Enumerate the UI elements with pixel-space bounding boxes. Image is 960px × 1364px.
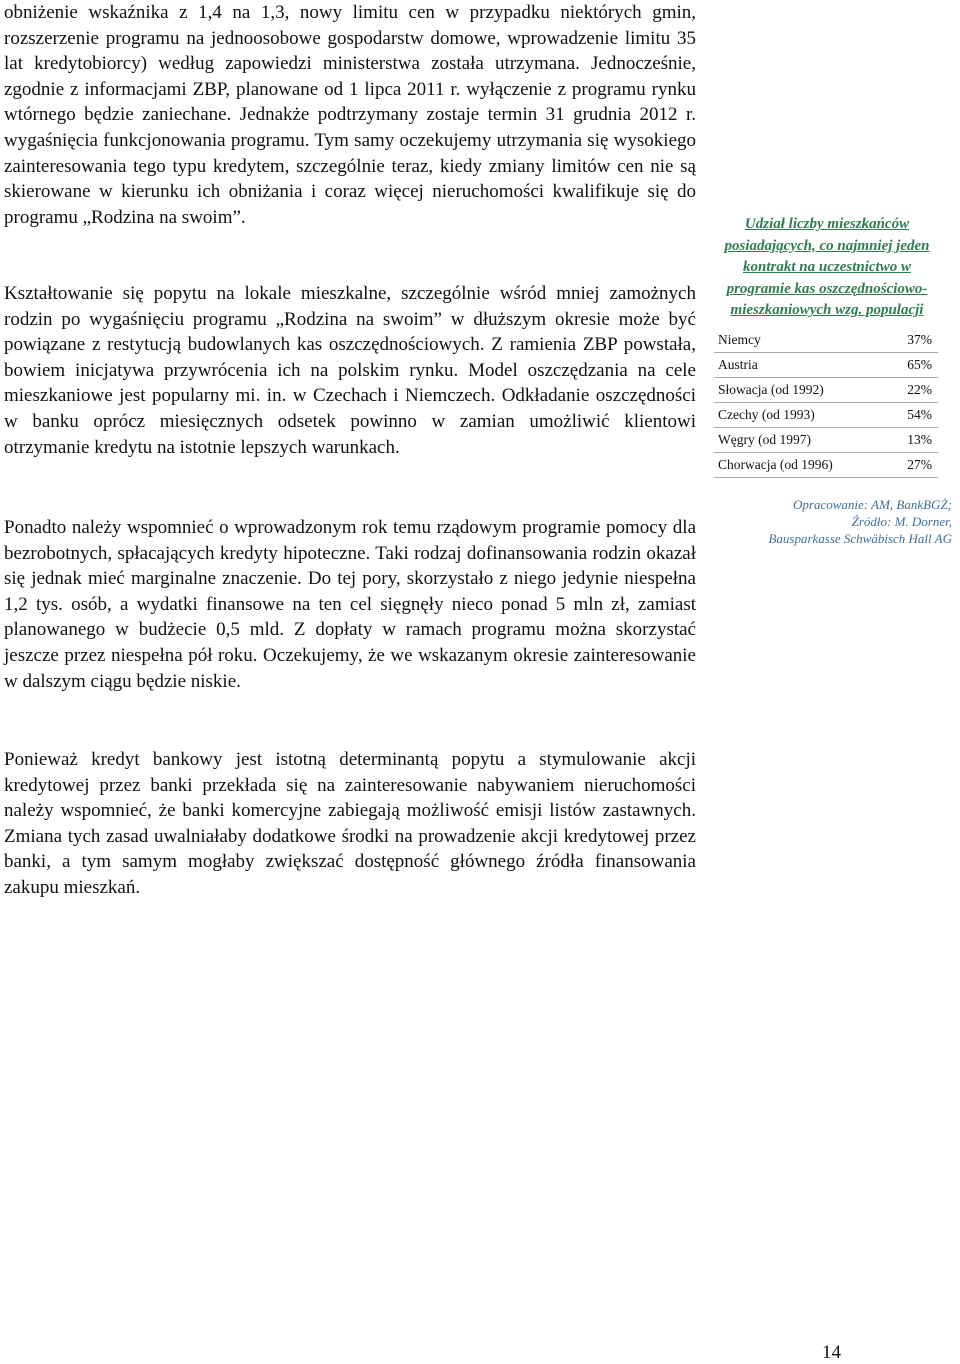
table-row <box>714 377 938 402</box>
value-cell: 65% <box>889 352 938 377</box>
source-note <box>712 496 952 547</box>
table-row <box>714 352 938 377</box>
table-row <box>714 328 938 353</box>
table-row <box>714 402 938 427</box>
source-line: Opracowanie: AM, BankBGŻ; <box>793 496 952 512</box>
paragraph: Kształtowanie się popytu na lokale mieszkalne, szczególnie wśród mniej zamożnych rodzin po wygaśnięciu programu „Rodzina na swoim” w dłuższym okresie może być powiązane z restytucją budowlanych kas oszczędnościowych. Z ramienia ZBP powstała, bowiem inicjatywa przywrócenia ich na polskim rynku. Model oszczędzania na cele mieszkaniowe jest popularny mi. in. w Czechach i Niemczech. Odkładanie oszczędności w banku oprócz miesięcznych odsetek powinno w zamian umożliwić klientowi otrzymanie kredytu na istotnie lepszych warunkach. <box>4 283 696 458</box>
country-cell: Słowacja (od 1992) <box>714 377 889 402</box>
country-cell: Austria <box>714 352 889 377</box>
sidebar-title: Udział liczby mieszkańców posiadających, co najmniej jeden kontrakt na uczestnictwo w programie kas oszczędnościowo-mieszkaniowych wzg. populacji <box>724 216 930 319</box>
country-cell: Węgry (od 1997) <box>714 427 889 452</box>
country-cell: Czechy (od 1993) <box>714 402 889 427</box>
value-cell: 54% <box>889 402 938 427</box>
country-cell: Niemcy <box>714 328 889 353</box>
paragraph: Ponieważ kredyt bankowy jest istotną determinantą popytu a stymulowanie akcji kredytowej przez banki przekłada się na zainteresowanie nabywaniem nieruchomości należy wspomnieć, że banki komercyjne zabiegają możliwość emisji listów zastawnych. Zmiana tych zasad uwalniałaby dodatkowe środki na prowadzenie akcji kredytowej przez banki, a tym samym mogłaby zwiększać dostępność głównego źródła finansowania zakupu mieszkań. <box>4 749 696 898</box>
sidebar-table-panel <box>712 214 952 547</box>
value-cell: 37% <box>889 328 938 353</box>
table-row <box>714 452 938 477</box>
paragraph: obniżenie wskaźnika z 1,4 na 1,3, nowy limitu cen w przypadku niektórych gmin, rozszerzenie programu na jednoosobowe gospodarstw domowe, wprowadzenie limitu 35 lat kredytobiorcy) według zapowiedzi ministerstwa została utrzymana. Jednocześnie, zgodnie z informacjami ZBP, planowane od 1 lipca 2011 r. wyłączenie z programu rynku wtórnego będzie zaniechane. Jednakże podtrzymany zostaje termin 31 grudnia 2012 r. wygaśnięcia funkcjonowania programu. Tym samy oczekujemy utrzymania się wysokiego zainteresowania tego typu kredytem, szczególnie teraz, kiedy zmiany limitów cen nie są skierowane w kierunku ich obniżania i coraz więcej nieruchomości kwalifikuje się do programu „Rodzina na swoim”. <box>4 2 696 228</box>
country-cell: Chorwacja (od 1996) <box>714 452 889 477</box>
value-cell: 22% <box>889 377 938 402</box>
source-line: Bausparkasse Schwäbisch Hall AG <box>768 530 952 546</box>
table-row <box>714 427 938 452</box>
page-number: 14 <box>822 1342 841 1363</box>
value-cell: 13% <box>889 427 938 452</box>
source-line: Źródło: M. Dorner, <box>851 513 952 529</box>
value-cell: 27% <box>889 452 938 477</box>
participation-table <box>714 328 938 478</box>
paragraph: Ponadto należy wspomnieć o wprowadzonym rok temu rządowym programie pomocy dla bezrobotnych, spłacających kredyty hipoteczne. Taki rodzaj dofinansowania rodzin okazał się jednak mieć marginalne znaczenie. Do tej pory, skorzystało z niego jedynie niespełna 1,2 tys. osób, a wydatki finansowe na ten cel sięgnęły nieco ponad 5 mln zł, zamiast planowanego w budżecie 0,5 mld. Z dopłaty w ramach programu można skorzystać jeszcze przez niespełna pół roku. Oczekujemy, że we wskazanym okresie zainteresowanie w dalszym ciągu będzie niskie. <box>4 517 696 692</box>
